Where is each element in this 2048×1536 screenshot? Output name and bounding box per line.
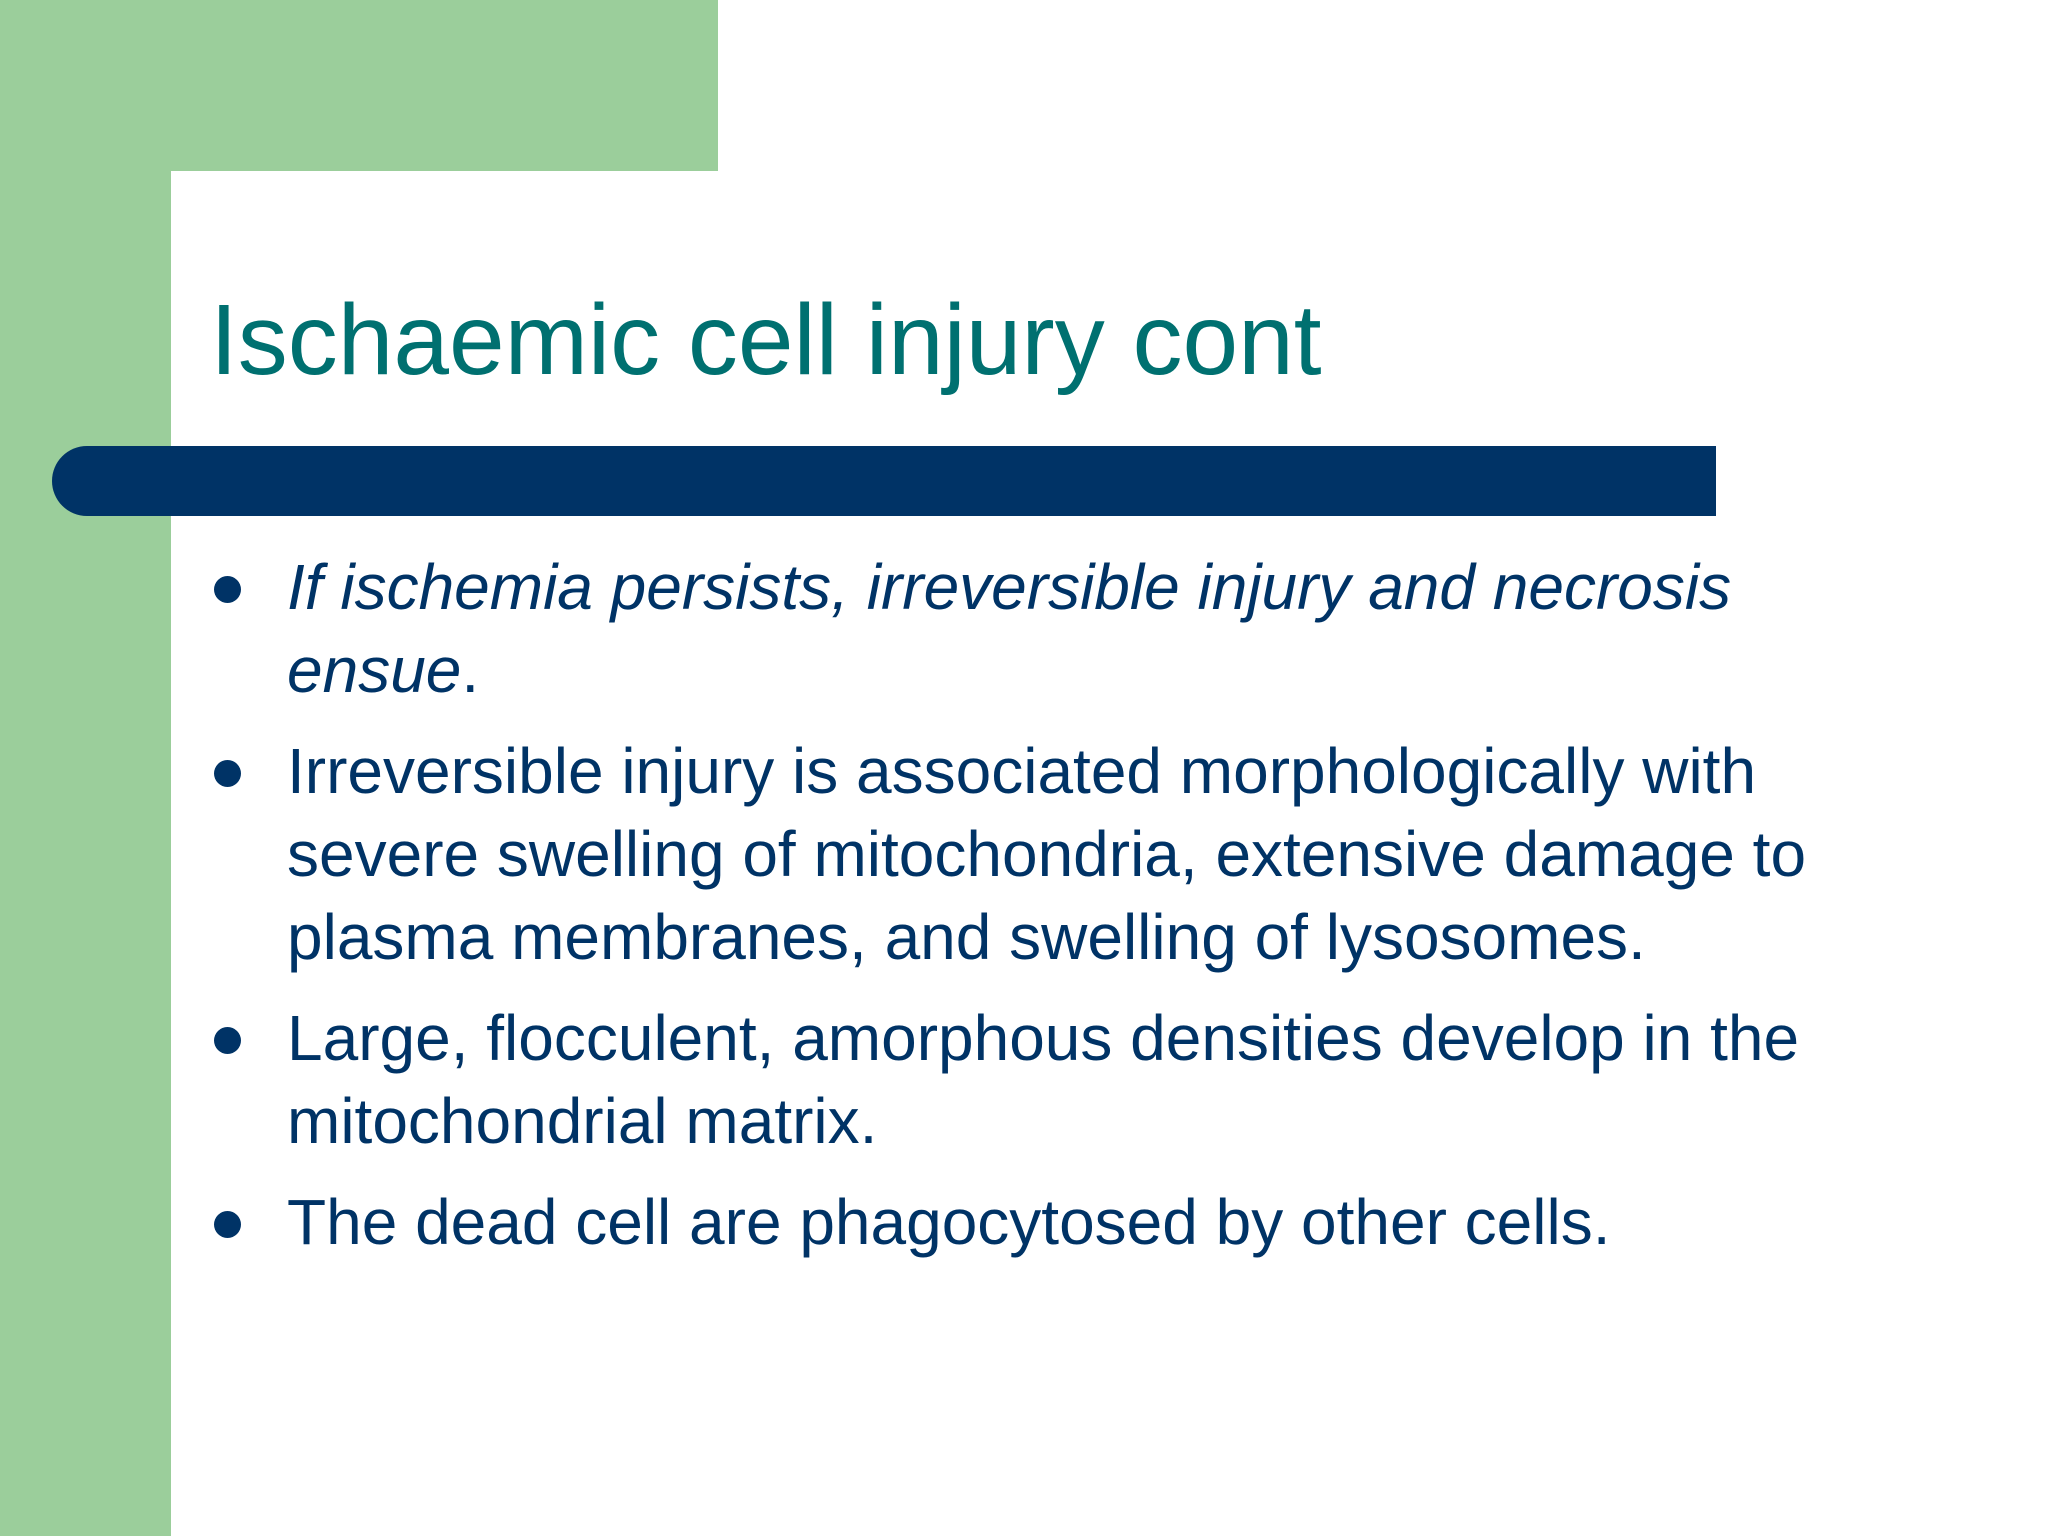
- decorative-top-band: [0, 0, 718, 171]
- bullet-text-italic: If ischemia persists, irreversible injury and necrosis ensue: [287, 551, 1732, 706]
- bullet-list: [210, 546, 1930, 1282]
- bullet-item: [210, 997, 1930, 1163]
- bullet-dot-icon: [214, 760, 241, 787]
- bullet-dot-icon: [214, 576, 241, 603]
- title-underline-bar: [52, 446, 1716, 516]
- slide-title: Ischaemic cell injury cont: [210, 284, 1322, 396]
- bullet-text: Irreversible injury is associated morphologically with severe swelling of mitochondria, extensive damage to plasma membranes, and swelling of lysosomes.: [287, 735, 1807, 973]
- decorative-side-band: [0, 0, 171, 1536]
- bullet-dot-icon: [214, 1027, 241, 1054]
- decorative-rounded-corner: [171, 171, 291, 291]
- bullet-item: [210, 546, 1930, 712]
- bullet-item: [210, 730, 1930, 979]
- bullet-item: [210, 1181, 1930, 1264]
- bullet-text: The dead cell are phagocytosed by other cells.: [287, 1186, 1611, 1258]
- bullet-dot-icon: [214, 1211, 241, 1238]
- bullet-text: .: [461, 634, 480, 706]
- bullet-text: Large, flocculent, amorphous densities develop in the mitochondrial matrix.: [287, 1002, 1800, 1157]
